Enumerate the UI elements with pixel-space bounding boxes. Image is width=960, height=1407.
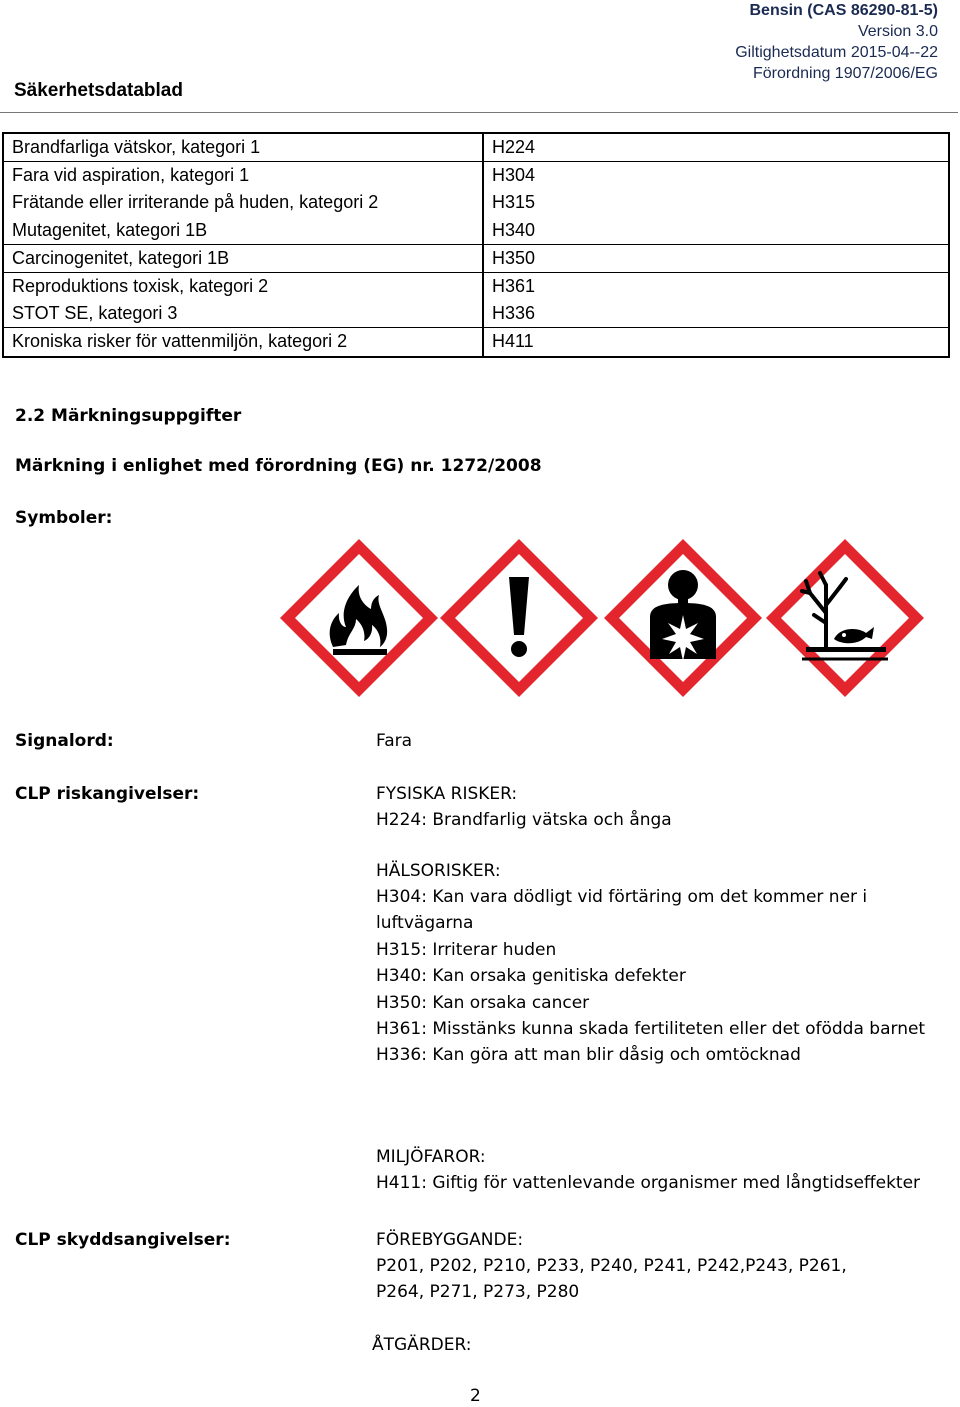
hazard-category: Kroniska risker för vattenmiljön, kategori 2 — [4, 328, 483, 356]
physical-hazards: H224: Brandfarlig vätska och ånga — [376, 810, 672, 830]
table-row — [4, 134, 948, 162]
regulation: Förordning 1907/2006/EG — [752, 65, 938, 82]
hazard-code: H350 — [483, 244, 948, 272]
hazard-code: H361 — [492, 276, 536, 297]
section-heading: 2.2 Märkningsuppgifter — [15, 406, 242, 426]
clp-hazard-label: CLP riskangivelser: — [15, 784, 200, 804]
table-row — [4, 189, 948, 216]
health-hazard-icon — [600, 535, 766, 701]
hazard-code: H315 — [492, 192, 536, 213]
hazard-code: H224 — [483, 134, 948, 162]
flame-icon — [276, 535, 442, 701]
environment-icon — [762, 535, 928, 701]
prevention-codes: P201, P202, P210, P233, P240, P241, P242,P243, P261, P264, P271, P273, P280 — [376, 1256, 847, 1303]
hazard-category: Frätande eller irriterande på huden, kategori 2 — [4, 189, 483, 216]
version: Version 3.0 — [857, 23, 938, 40]
table-row — [4, 328, 948, 356]
table-row — [4, 244, 948, 272]
health-hazards: H304: Kan vara dödligt vid förtäring om det kommer ner i luftvägarna H315: Irriterar huden H340: Kan orsaka genitiska defekter H350: Kan orsaka cancer H361: Misstänks kunna skada fertiliteten eller det ofödda barnet H336: Kan göra att man blir dåsig och omtöcknad — [376, 887, 926, 1066]
environment-hazards-heading: MILJÖFAROR: — [376, 1147, 486, 1167]
table-row — [4, 217, 948, 245]
symbols-label: Symboler: — [15, 508, 113, 528]
hazard-category: Mutagenitet, kategori 1B — [4, 217, 483, 245]
hazard-category: Brandfarliga vätskor, kategori 1 — [4, 134, 483, 162]
validity-date: Giltighetsdatum 2015-04--22 — [735, 44, 938, 61]
document-title: Säkerhetsdatablad — [14, 80, 183, 101]
signal-word-value: Fara — [376, 731, 413, 751]
health-hazards-heading: HÄLSORISKER: — [376, 861, 501, 881]
response-heading: ÅTGÄRDER: — [372, 1335, 472, 1355]
hazard-code: H411 — [492, 331, 534, 352]
table-row — [4, 162, 948, 190]
hazard-code: H340 — [483, 217, 948, 245]
page-number: 2 — [470, 1386, 481, 1406]
ghs-pictograms — [276, 535, 928, 705]
hazard-category: Carcinogenitet, kategori 1B — [4, 244, 483, 272]
clp-precaution-label: CLP skyddsangivelser: — [15, 1230, 231, 1250]
hazard-category: Reproduktions toxisk, kategori 2 — [4, 273, 483, 301]
physical-hazards-heading: FYSISKA RISKER: — [376, 784, 518, 804]
hazard-code: H304 — [492, 165, 536, 186]
environment-hazards: H411: Giftig för vattenlevande organismer med långtidseffekter — [376, 1173, 921, 1193]
product-name: Bensin (CAS 86290-81-5) — [749, 2, 938, 19]
hazard-category: STOT SE, kategori 3 — [4, 300, 483, 328]
table-row — [4, 273, 948, 301]
hazard-classification-table — [2, 132, 950, 358]
exclamation-icon — [436, 535, 602, 701]
signal-word-label: Signalord: — [15, 731, 114, 751]
table-row — [4, 300, 948, 328]
hazard-code: H336 — [483, 300, 948, 328]
prevention-heading: FÖREBYGGANDE: — [376, 1230, 524, 1250]
document-header — [735, 0, 938, 84]
header-divider — [0, 112, 958, 113]
hazard-category: Fara vid aspiration, kategori 1 — [4, 162, 483, 190]
regulation-line: Märkning i enlighet med förordning (EG) nr. 1272/2008 — [15, 456, 542, 476]
